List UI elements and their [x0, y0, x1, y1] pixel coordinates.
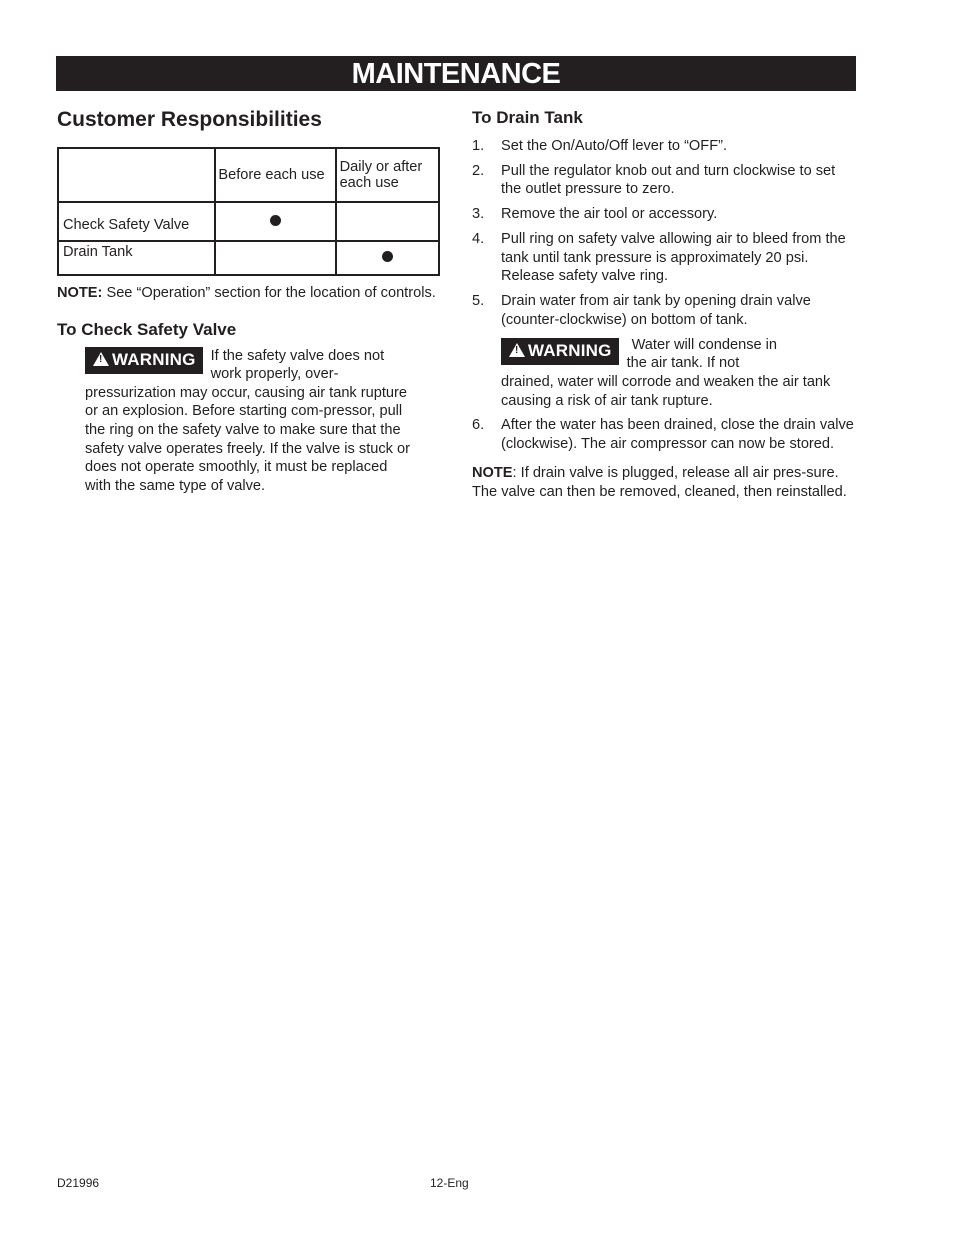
warning-text: If the safety valve does not work properly, over-pressurization may occur, causing air tank rupture or an explosion. Before starting com-pressor, pull the ring on the safety valve to make sure that the safety valve operates freely. If the valve is stuck or does not operate smoothly, it must be replaced with the same type of valve. — [85, 347, 410, 494]
list-item — [472, 292, 857, 329]
list-item — [472, 230, 857, 286]
step-number: 4. — [472, 231, 485, 248]
check-cell — [336, 202, 439, 241]
note-label: NOTE: — [57, 285, 103, 301]
drain-steps-list-cont — [472, 416, 857, 453]
table-row — [58, 202, 439, 241]
note-label: NOTE — [472, 465, 513, 482]
step-number: 5. — [472, 293, 485, 310]
row-label: Drain Tank — [58, 241, 215, 275]
row-label: Check Safety Valve — [58, 202, 215, 241]
step-text: Remove the air tool or accessory. — [501, 206, 718, 223]
step-number: 1. — [472, 138, 485, 154]
list-item — [472, 162, 857, 199]
section-banner: MAINTENANCE — [56, 56, 856, 91]
warning-icon — [509, 343, 525, 357]
bullet-mark — [382, 251, 393, 262]
drain-steps-list — [472, 137, 857, 330]
step-text: Pull the regulator knob out and turn clockwise to set the outlet pressure to zero. — [501, 162, 836, 198]
safety-warning-block — [85, 347, 415, 496]
table-header-row — [58, 148, 439, 202]
check-cell — [215, 241, 335, 275]
warning-label: WARNING — [112, 349, 196, 369]
drain-warning-block — [501, 336, 841, 410]
right-column — [472, 108, 857, 502]
note-text: : If drain valve is plugged, release all air pres-sure. The valve can then be removed, cleaned, then reinstalled. — [472, 465, 847, 500]
warning-label: WARNING — [528, 340, 612, 360]
table-header-before: Before each use — [215, 148, 335, 202]
note-text: See “Operation” section for the location of controls. — [102, 285, 436, 301]
warning-icon — [93, 352, 109, 366]
customer-responsibilities-heading: Customer Responsibilities — [57, 108, 322, 131]
check-cell — [336, 241, 439, 275]
warning-badge — [501, 338, 619, 365]
step-text: Set the On/Auto/Off lever to “OFF”. — [501, 138, 728, 154]
step-text: Drain water from air tank by opening drain valve (counter-clockwise) on bottom of tank. — [501, 293, 811, 328]
list-item — [472, 416, 857, 453]
warning-text-line: drained, water will corrode and weaken the air tank causing a risk of air tank rupture. — [501, 374, 831, 409]
check-safety-valve-heading: To Check Safety Valve — [57, 319, 237, 339]
step-number: 2. — [472, 162, 485, 179]
list-item — [472, 137, 857, 156]
warning-badge — [85, 347, 203, 374]
bullet-mark — [270, 215, 281, 226]
warning-text-line: the air tank. If not — [626, 355, 740, 372]
page-number: 12-Eng — [430, 1176, 469, 1190]
note-paragraph — [472, 464, 857, 501]
warning-text-line: Water will condense in — [631, 336, 778, 353]
step-number: 6. — [472, 417, 485, 434]
left-column — [57, 108, 442, 495]
note-paragraph — [57, 284, 442, 303]
drain-tank-heading: To Drain Tank — [472, 108, 583, 127]
step-text: After the water has been drained, close the drain valve (clockwise). The air compressor can now be stored. — [501, 417, 854, 452]
check-cell — [215, 202, 335, 241]
table-row — [58, 241, 439, 275]
list-item — [472, 205, 857, 224]
table-header-blank — [58, 148, 215, 202]
table-header-daily: Daily or after each use — [336, 148, 439, 202]
step-number: 3. — [472, 206, 485, 223]
responsibilities-table — [57, 147, 440, 276]
step-text: Pull ring on safety valve allowing air to bleed from the tank until tank pressure is approximately 20 psi. Release safety valve ring. — [501, 231, 846, 285]
document-id: D21996 — [57, 1176, 100, 1190]
